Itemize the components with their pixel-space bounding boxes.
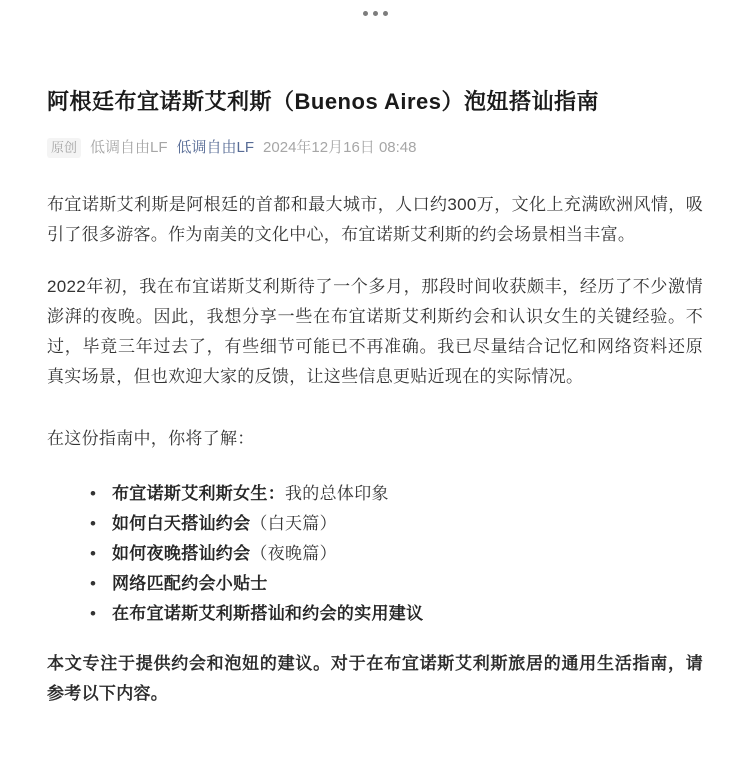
guide-toc-list (47, 479, 703, 629)
article-body (0, 86, 750, 709)
author-name: 低调自由LF (90, 139, 168, 156)
top-bar (0, 0, 750, 20)
paragraph-experience: 2022年初，我在布宜诺斯艾利斯待了一个多月，那段时间收获颇丰，经历了不少激情澎湃的夜晚。因此，我想分享一些在布宜诺斯艾利斯约会和认识女生的关键经验。不过，毕竟三年过去了，有些细节可能已不再准确。我已尽量结合记忆和网络资料还原真实场景，但也欢迎大家的反馈，让这些信息更贴近现在的实际情况。 (47, 277, 703, 386)
toc-item-regular-text: （夜晚篇） (250, 544, 337, 563)
toc-item-online-dating (112, 569, 703, 599)
toc-item-bold-text: 网络匹配约会小贴士 (112, 574, 268, 593)
original-badge: 原创 (47, 138, 81, 158)
toc-item-girls-impression (112, 479, 703, 509)
toc-item-bold-text: 布宜诺斯艾利斯女生： (112, 484, 285, 503)
article-title: 阿根廷布宜诺斯艾利斯（Buenos Aires）泡妞搭讪指南 (47, 89, 600, 114)
more-menu-button[interactable] (359, 7, 392, 20)
more-dot-icon (373, 11, 378, 16)
guide-intro-line: 在这份指南中，你将了解： (47, 429, 255, 448)
closing-paragraph: 本文专注于提供约会和泡妞的建议。对于在布宜诺斯艾利斯旅居的通用生活指南，请参考以下内容。 (47, 654, 703, 703)
toc-item-bold-text: 如何夜晚搭讪约会 (112, 544, 251, 563)
toc-item-regular-text: 我的总体印象 (285, 484, 389, 503)
publish-datetime: 2024年12月16日 08:48 (263, 139, 417, 156)
toc-item-daygame (112, 509, 703, 539)
toc-item-bold-text: 在布宜诺斯艾利斯搭讪和约会的实用建议 (112, 604, 424, 623)
byline (47, 137, 703, 158)
paragraph-intro: 布宜诺斯艾利斯是阿根廷的首都和最大城市，人口约300万，文化上充满欧洲风情，吸引了很多游客。作为南美的文化中心，布宜诺斯艾利斯的约会场景相当丰富。 (47, 195, 703, 244)
toc-item-bold-text: 如何白天搭讪约会 (112, 514, 251, 533)
account-link[interactable]: 低调自由LF (176, 139, 255, 156)
toc-item-regular-text: （白天篇） (250, 514, 337, 533)
more-dot-icon (363, 11, 368, 16)
toc-item-practical-advice (112, 599, 703, 629)
more-dot-icon (383, 11, 388, 16)
toc-item-nightgame (112, 539, 703, 569)
